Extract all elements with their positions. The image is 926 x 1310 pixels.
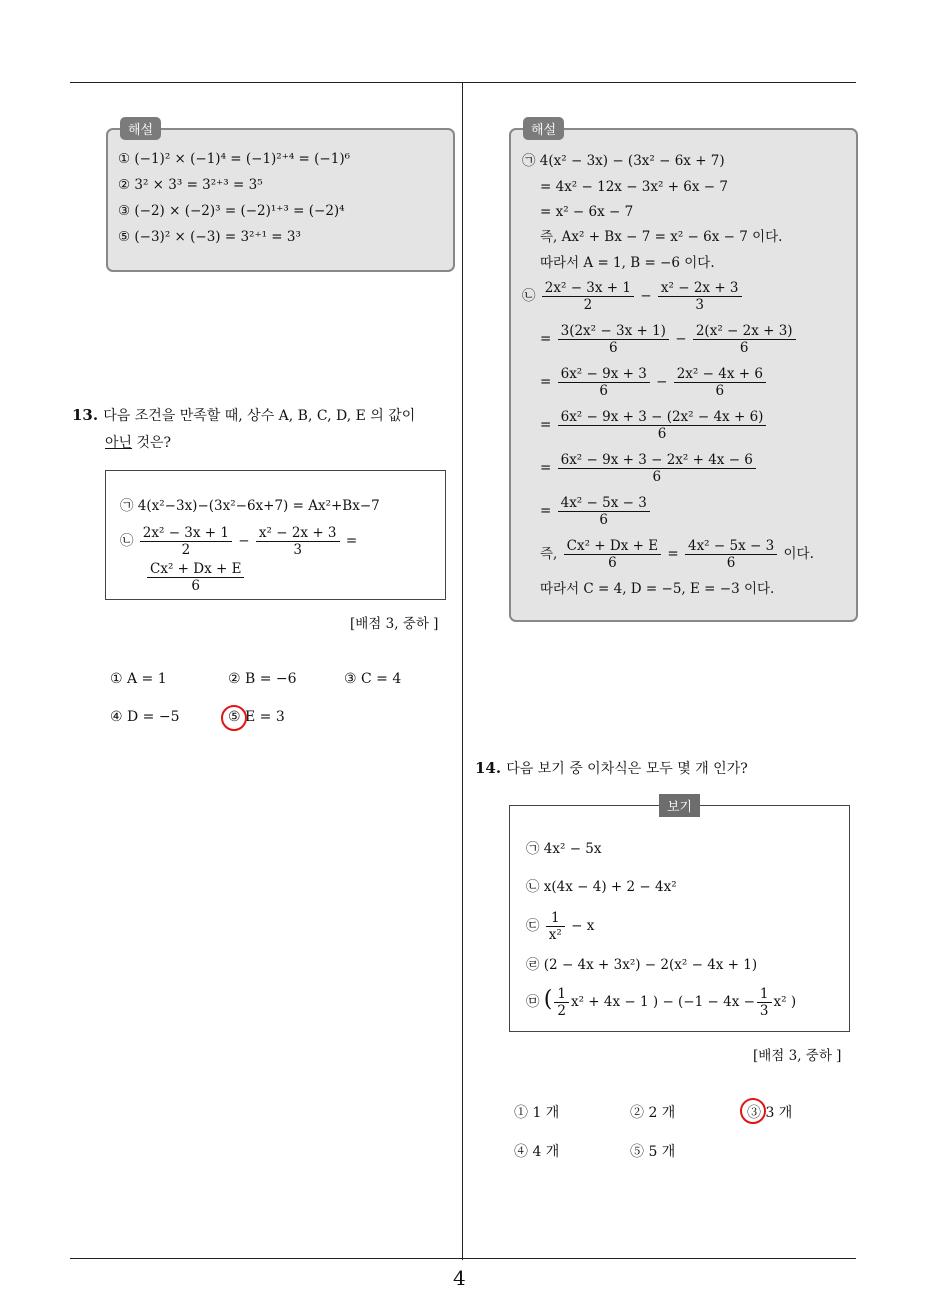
- bogi-item-e: [526, 986, 796, 1019]
- solution-line: = x² − 6x − 7: [540, 204, 634, 220]
- denominator: x²: [548, 927, 562, 943]
- text: 즉,: [540, 546, 558, 562]
- fraction: [554, 986, 569, 1019]
- numerator: 2x² − 3x + 1: [542, 280, 634, 297]
- solution-line: ① (−1)² × (−1)⁴ = (−1)²⁺⁴ = (−1)⁶: [118, 151, 350, 167]
- numerator: 4x² − 5x − 3: [685, 538, 777, 555]
- solution-line: ③ (−2) × (−2)³ = (−2)¹⁺³ = (−2)⁴: [118, 203, 345, 219]
- operator: −: [640, 288, 652, 304]
- solution-line: [540, 323, 798, 356]
- choice-5[interactable]: ⑤ 5 개: [630, 1144, 676, 1160]
- numerator: Cx² + Dx + E: [564, 538, 661, 555]
- numerator: x² − 2x + 3: [256, 525, 340, 542]
- operator: =: [540, 417, 552, 433]
- choice-1[interactable]: ① 1 개: [514, 1105, 560, 1121]
- denominator: 2: [583, 297, 593, 313]
- text: x² + 4x − 1 ) − (−1 − 4x −: [570, 994, 755, 1010]
- choice-4[interactable]: ④ 4 개: [514, 1144, 560, 1160]
- bogi-item-b: ㉡ x(4x − 4) + 2 − 4x²: [526, 879, 677, 895]
- item-label: ㉡: [522, 288, 536, 304]
- question-number: 13.: [72, 406, 99, 424]
- answer-circle-mark: [740, 1098, 766, 1124]
- solution-tag: 해설: [523, 117, 564, 140]
- fraction: [558, 495, 650, 528]
- score-label: [배점 3, 중하 ]: [350, 616, 439, 632]
- condition-2-label: ㉡: [120, 533, 134, 549]
- question-14: [475, 758, 748, 778]
- answer-circle-mark: [221, 705, 247, 731]
- denominator: 3: [695, 297, 704, 313]
- fraction: [140, 525, 232, 558]
- question-13: [72, 405, 415, 425]
- item-label: ㉤: [526, 994, 540, 1010]
- denominator: 6: [608, 555, 617, 571]
- denominator: 2: [557, 1003, 566, 1019]
- numerator: 4x² − 5x − 3: [558, 495, 650, 512]
- fraction: [685, 538, 777, 571]
- denominator: 3: [293, 542, 302, 558]
- fraction: [147, 561, 244, 594]
- underlined-word: 아닌: [105, 435, 133, 451]
- solution-line: [540, 495, 652, 528]
- choice-1[interactable]: ① A = 1: [110, 671, 167, 687]
- numerator: 2x² − 3x + 1: [140, 525, 232, 542]
- numerator: 6x² − 9x + 3 − 2x² + 4x − 6: [558, 452, 756, 469]
- solution-line: ㉠ 4(x² − 3x) − (3x² − 6x + 7): [522, 153, 725, 169]
- solution-line: ② 3² × 3³ = 3²⁺³ = 3⁵: [118, 177, 263, 193]
- solution-line: ⑤ (−3)² × (−3) = 3²⁺¹ = 3³: [118, 229, 301, 245]
- numerator: 6x² − 9x + 3: [558, 366, 650, 383]
- text: − x: [571, 918, 595, 934]
- solution-line: [540, 366, 768, 399]
- condition-2: [120, 525, 357, 558]
- numerator: 2(x² − 2x + 3): [693, 323, 796, 340]
- fraction: [558, 366, 650, 399]
- denominator: 6: [715, 383, 725, 399]
- solution-line: 즉, Ax² + Bx − 7 = x² − 6x − 7 이다.: [540, 229, 783, 245]
- bogi-tag: 보기: [659, 794, 700, 817]
- fraction: [757, 986, 772, 1019]
- score-label: [배점 3, 중하 ]: [753, 1048, 842, 1064]
- denominator: 6: [652, 469, 662, 485]
- numerator: 1: [546, 910, 565, 927]
- operator: =: [667, 546, 679, 562]
- solution-line: [522, 280, 744, 313]
- numerator: 1: [757, 986, 772, 1003]
- question-text-rest: 것은?: [132, 435, 172, 451]
- operator: −: [238, 533, 250, 549]
- question-text: 다음 보기 중 이차식은 모두 몇 개 인가?: [506, 761, 748, 777]
- fraction: [693, 323, 796, 356]
- condition-2-rhs: [145, 561, 246, 594]
- solution-line: [540, 452, 758, 485]
- operator: =: [540, 460, 552, 476]
- numerator: 2x² − 4x + 6: [674, 366, 766, 383]
- choice-3[interactable]: ③ 3 개: [747, 1105, 793, 1121]
- denominator: 6: [657, 426, 667, 442]
- text: 이다.: [783, 546, 814, 562]
- bottom-rule: [70, 1258, 856, 1259]
- denominator: 3: [759, 1003, 769, 1019]
- paren: (: [543, 987, 553, 1012]
- top-rule: [70, 82, 856, 83]
- question-number: 14.: [475, 759, 502, 777]
- denominator: 6: [608, 340, 618, 356]
- choice-2[interactable]: ② B = −6: [228, 671, 297, 687]
- solution-line: [540, 538, 814, 571]
- operator: −: [656, 374, 668, 390]
- solution-line: = 4x² − 12x − 3x² + 6x − 7: [540, 179, 728, 195]
- fraction: [558, 323, 669, 356]
- fraction: [558, 409, 767, 442]
- choice-5[interactable]: ⑤ E = 3: [228, 709, 285, 725]
- fraction: [674, 366, 766, 399]
- fraction: [658, 280, 742, 313]
- bogi-item-d: ㉣ (2 − 4x + 3x²) − 2(x² − 4x + 1): [526, 957, 758, 973]
- denominator: 6: [726, 555, 736, 571]
- denominator: 6: [739, 340, 749, 356]
- denominator: 6: [599, 512, 608, 528]
- choice-2[interactable]: ② 2 개: [630, 1105, 676, 1121]
- question-text: 다음 조건을 만족할 때, 상수 A, B, C, D, E 의 값이: [103, 408, 416, 424]
- fraction: [546, 910, 565, 943]
- numerator: x² − 2x + 3: [658, 280, 742, 297]
- page-number: 4: [453, 1266, 466, 1290]
- fraction: [564, 538, 661, 571]
- solution-line: [540, 409, 768, 442]
- bogi-item-a: ㉠ 4x² − 5x: [526, 841, 602, 857]
- question-text-line2: [105, 432, 171, 452]
- operator: =: [540, 331, 552, 347]
- column-divider: [462, 83, 463, 1260]
- fraction: [558, 452, 756, 485]
- denominator: 6: [599, 383, 608, 399]
- operator: =: [540, 503, 552, 519]
- choice-3[interactable]: ③ C = 4: [344, 671, 402, 687]
- solution-line: 따라서 A = 1, B = −6 이다.: [540, 255, 715, 271]
- numerator: 3(2x² − 3x + 1): [558, 323, 669, 340]
- item-label: ㉢: [526, 918, 540, 934]
- operator: −: [675, 331, 687, 347]
- choice-4[interactable]: ④ D = −5: [110, 709, 180, 725]
- operator: =: [540, 374, 552, 390]
- denominator: 2: [181, 542, 191, 558]
- numerator: Cx² + Dx + E: [147, 561, 244, 578]
- solution-tag: 해설: [120, 117, 161, 140]
- condition-1: ㉠ 4(x²−3x)−(3x²−6x+7) = Ax²+Bx−7: [120, 498, 380, 514]
- text: x² ): [773, 994, 797, 1010]
- bogi-item-c: [526, 910, 594, 943]
- numerator: 6x² − 9x + 3 − (2x² − 4x + 6): [558, 409, 767, 426]
- operator: =: [345, 533, 358, 549]
- fraction: [542, 280, 634, 313]
- fraction: [256, 525, 340, 558]
- numerator: 1: [554, 986, 569, 1003]
- solution-line: 따라서 C = 4, D = −5, E = −3 이다.: [540, 581, 775, 597]
- denominator: 6: [191, 578, 201, 594]
